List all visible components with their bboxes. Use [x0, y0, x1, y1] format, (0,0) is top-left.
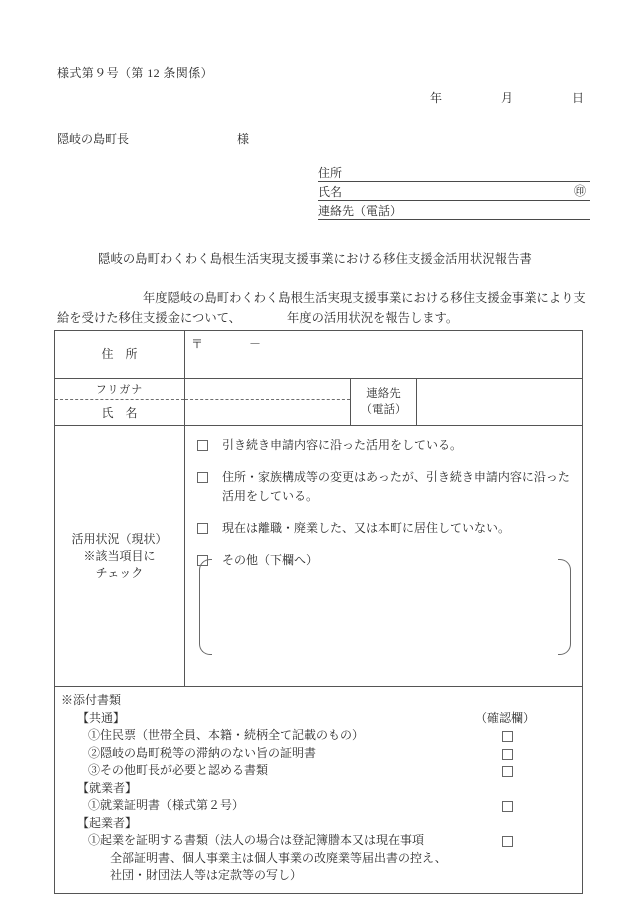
attachment-item-common-3-label: ③その他町長が必要と認める書類	[88, 763, 269, 777]
furigana-input[interactable]	[185, 379, 350, 400]
status-label-line2: ※該当項目に	[83, 548, 156, 563]
applicant-name-field[interactable]	[318, 182, 590, 201]
address-input-cell[interactable]	[185, 331, 582, 378]
applicant-address-field[interactable]	[318, 163, 590, 182]
main-table	[54, 330, 583, 894]
applicant-contact-field[interactable]	[318, 201, 590, 220]
checkbox-icon[interactable]	[502, 749, 513, 760]
freeform-note-area[interactable]	[199, 559, 571, 655]
date-year-label: 年	[430, 91, 443, 105]
tel-input-cell[interactable]	[417, 379, 582, 425]
status-option-2[interactable]	[195, 468, 572, 506]
date-line	[430, 89, 590, 106]
lead-paragraph	[57, 288, 587, 328]
addressee-honorific: 様	[237, 132, 250, 146]
lead-text-part2: 年度の活用状況を報告します。	[286, 311, 459, 325]
checkbox-icon[interactable]	[502, 766, 513, 777]
name-input-cell[interactable]	[185, 379, 351, 425]
form-number: 様式第９号（第 12 条関係）	[57, 66, 214, 80]
address-row-label	[55, 331, 185, 378]
postal-dash: －	[249, 337, 262, 351]
table-row-address	[55, 331, 582, 379]
date-month-label: 月	[500, 91, 513, 105]
status-option-3[interactable]	[195, 519, 572, 538]
status-option-1-label: 引き続き申請内容に沿った活用をしている。	[222, 438, 463, 452]
tel-label-line2: （電話）	[360, 404, 407, 416]
attachment-group-founder: 【起業者】	[77, 815, 138, 830]
applicant-name-label: 氏名	[318, 185, 343, 199]
name-input[interactable]	[185, 400, 350, 425]
date-day-label: 日	[571, 91, 584, 105]
attachment-item-founder-1	[61, 832, 582, 850]
checkbox-icon[interactable]	[502, 731, 513, 742]
status-option-1[interactable]	[195, 436, 572, 455]
status-row-label	[55, 426, 185, 686]
checkbox-icon[interactable]	[197, 523, 208, 534]
attachment-item-common-3	[61, 762, 582, 780]
attachment-group-common-label: 【共通】	[77, 710, 126, 725]
addressee-line	[57, 130, 249, 147]
address-label-text: 住 所	[101, 347, 138, 361]
checkbox-icon[interactable]	[197, 472, 208, 483]
lead-text-part1: 年度隠岐の島町わくわく島根生活実現支援事業における移住支援金事業により支給を受けた移住支援金について、	[57, 291, 586, 325]
attachment-item-founder-1-label: ①起業を証明する書類（法人の場合は登記簿謄本又は現在事項	[88, 833, 425, 847]
status-options-cell	[185, 426, 582, 686]
attachment-group-common	[61, 710, 582, 728]
confirm-column-header: （確認欄）	[475, 710, 536, 725]
left-brace-icon	[199, 559, 212, 655]
attachment-item-common-1-label: ①住民票（世帯全員、本籍・続柄全て記載のもの）	[88, 728, 365, 742]
attachments-heading: ※添付書類	[61, 693, 122, 707]
status-label-line3: チェック	[95, 565, 144, 580]
table-row-name	[55, 379, 582, 426]
checkbox-icon[interactable]	[197, 440, 208, 451]
right-brace-icon	[558, 559, 571, 655]
seal-icon: ㊞	[573, 184, 586, 198]
applicant-address-label: 住所	[318, 166, 343, 180]
name-row-labels	[55, 379, 185, 425]
checkbox-icon[interactable]	[502, 836, 513, 847]
tel-label-line1: 連絡先	[366, 388, 401, 400]
checkbox-icon[interactable]	[502, 801, 513, 812]
applicant-block	[318, 163, 590, 220]
page-title: 隠岐の島町わくわく島根生活実現支援事業における移住支援金活用状況報告書	[98, 252, 532, 266]
attachment-item-founder-1-cont2: 社団・財団法人等は定款等の写し）	[110, 868, 303, 882]
attachment-item-employed-1	[61, 797, 582, 815]
tel-label	[351, 379, 417, 425]
status-option-4-label: その他（下欄へ）	[222, 553, 319, 567]
attachment-item-common-2-label: ②隠岐の島町税等の滞納のない旨の証明書	[88, 745, 317, 760]
furigana-label: フリガナ	[55, 379, 184, 400]
attachment-item-employed-1-label: ①就業証明書（様式第２号）	[88, 798, 245, 812]
attachments-section	[55, 687, 582, 893]
attachment-item-common-1	[61, 727, 582, 745]
status-option-3-label: 現在は離職・廃業した、又は本町に居住していない。	[222, 521, 511, 535]
postal-mark-icon: 〒	[191, 337, 204, 351]
addressee-name: 隠岐の島町長	[57, 132, 130, 146]
attachment-group-employed: 【就業者】	[77, 780, 138, 795]
status-label-line1: 活用状況（現状）	[71, 531, 168, 546]
applicant-contact-label: 連絡先（電話）	[318, 204, 403, 218]
status-option-2-label: 住所・家族構成等の変更はあったが、引き続き申請内容に沿った活用をしている。	[222, 470, 570, 503]
attachment-item-common-2	[61, 745, 582, 763]
attachment-item-founder-1-cont1: 全部証明書、個人事業主は個人事業の改廃業等届出書の控え、	[110, 850, 447, 865]
table-row-status	[55, 426, 582, 687]
name-label: 氏 名	[101, 406, 138, 420]
